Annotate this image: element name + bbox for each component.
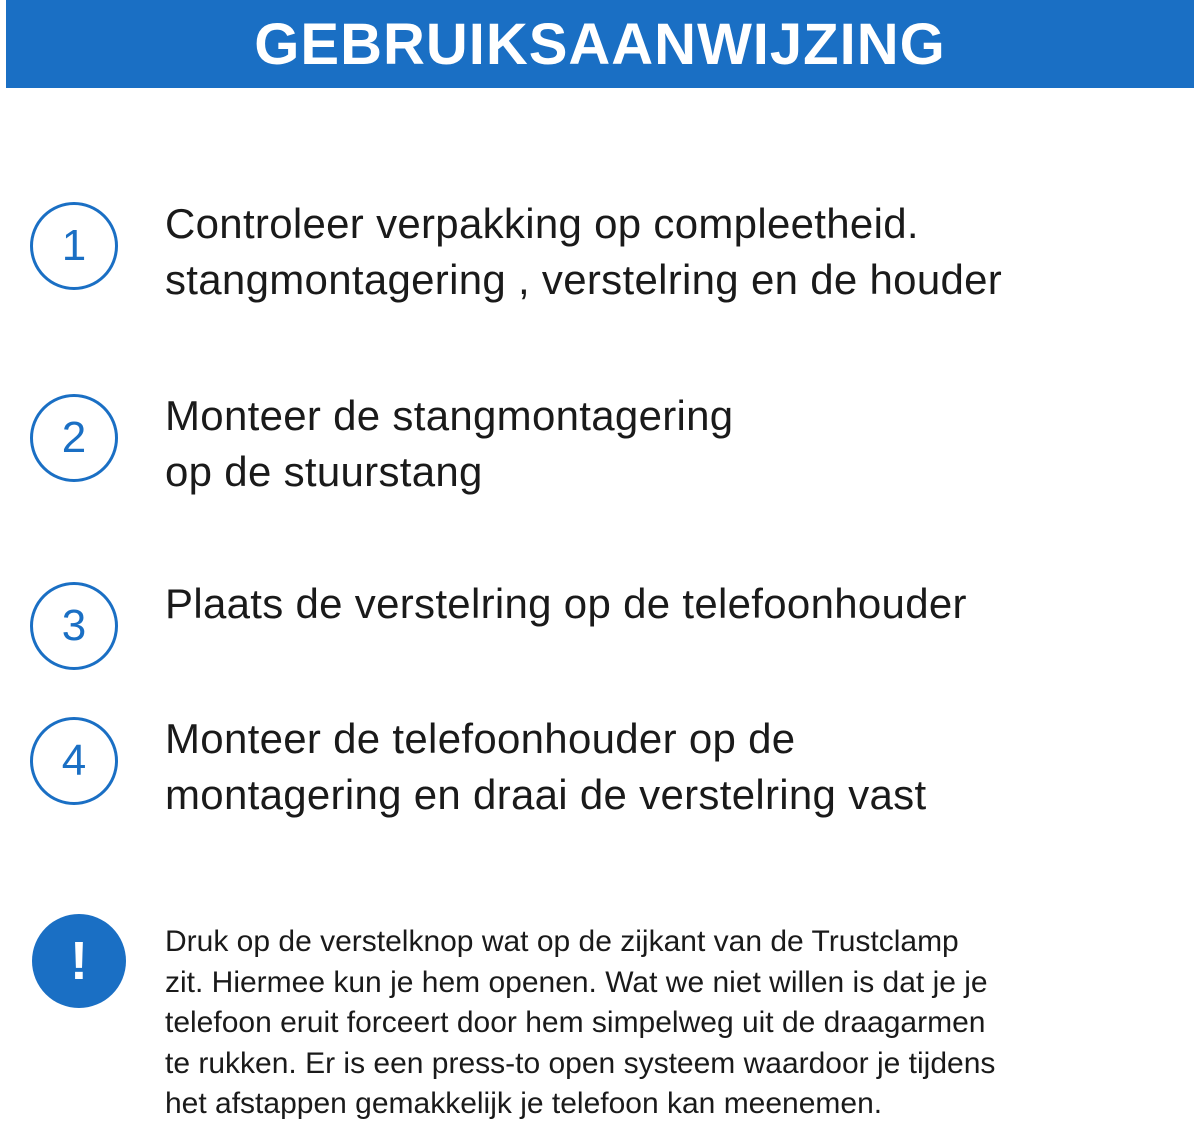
note-line: te rukken. Er is een press-to open systeem waardoor je tijdens <box>165 1046 996 1080</box>
step-line: op de stuurstang <box>165 448 483 495</box>
step-text <box>165 711 926 823</box>
step-number-badge: 1 <box>30 202 118 290</box>
step-line: Monteer de telefoonhouder op de <box>165 715 796 762</box>
step-line: stangmontagering , verstelring en de houder <box>165 256 1003 303</box>
step-line: Monteer de stangmontagering <box>165 392 734 439</box>
note-line: zit. Hiermee kun je hem openen. Wat we niet willen is dat je je <box>165 965 988 999</box>
step-text <box>165 196 1002 308</box>
step-line: montagering en draai de verstelring vast <box>165 771 927 818</box>
step-line: Plaats de verstelring op de telefoonhouder <box>165 580 967 627</box>
page-title: GEBRUIKSAANWIJZING <box>254 11 946 77</box>
step-line: Controleer verpakking op compleetheid. <box>165 200 919 247</box>
step-text <box>165 388 733 500</box>
exclamation-icon: ! <box>32 914 126 1008</box>
header-banner <box>6 0 1194 88</box>
step-text <box>165 576 967 632</box>
note-line: telefoon eruit forceert door hem simpelweg uit de draagarmen <box>165 1006 986 1039</box>
note-line: het afstappen gemakkelijk je telefoon kan meenemen. <box>165 1087 883 1120</box>
step-number-badge: 4 <box>30 717 118 805</box>
step-number-badge: 3 <box>30 582 118 670</box>
step-number-badge: 2 <box>30 394 118 482</box>
note-line: Druk op de verstelknop wat op de zijkant van de Trustclamp <box>165 925 959 958</box>
note-text <box>165 922 1185 1125</box>
